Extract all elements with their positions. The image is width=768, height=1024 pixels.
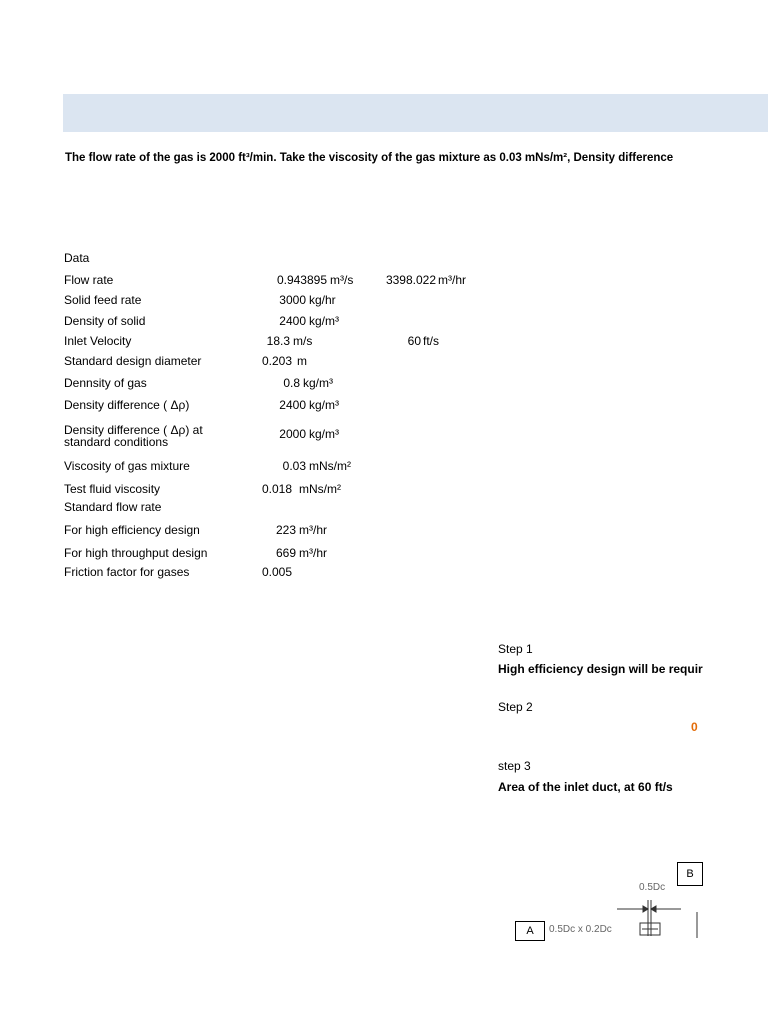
row-label: For high throughput design <box>64 546 208 560</box>
row-label: Friction factor for gases <box>64 565 190 579</box>
row-value2: 3398.022 <box>385 273 436 287</box>
row-unit: mNs/m² <box>309 459 351 473</box>
problem-statement: The flow rate of the gas is 2000 ft³/min. Take the viscosity of the gas mixture as 0.03 mNs/m², Density difference <box>65 152 674 164</box>
row-unit: mNs/m² <box>299 482 341 496</box>
row-unit: kg/m³ <box>309 427 339 441</box>
row-unit: kg/m³ <box>303 376 333 390</box>
row-unit2: ft/s <box>423 334 440 348</box>
row-unit: m <box>297 354 307 368</box>
row-label: For high efficiency design <box>64 523 200 537</box>
row-label: Inlet Velocity <box>64 334 132 348</box>
row-unit: m³/s <box>330 273 354 287</box>
row-label: Density difference ( Δρ) at standard conditions <box>64 423 203 449</box>
row-value: 18.3 <box>266 334 290 348</box>
data-heading: Data <box>64 251 90 265</box>
step2-value: 0 <box>691 720 698 734</box>
step1-text: High efficiency design will be requir <box>498 662 703 676</box>
dim-arrow-right-head <box>651 906 656 912</box>
row-value: 2000 <box>279 427 306 441</box>
row-unit: m/s <box>293 334 313 348</box>
row-value: 0.018 <box>262 482 293 496</box>
step1-title: Step 1 <box>498 642 533 656</box>
row-value: 2400 <box>279 398 306 412</box>
cyclone-diagram <box>545 870 705 950</box>
dim-top-label: 0.5Dc <box>639 882 666 893</box>
diagram-label-a: A <box>515 921 545 941</box>
row-unit: kg/m³ <box>309 314 339 328</box>
row-label: Flow rate <box>64 273 114 287</box>
row-label: Density of solid <box>64 314 146 328</box>
diagram-label-b: B <box>677 862 703 886</box>
row-unit2: m³/hr <box>438 273 466 287</box>
row-value: 0.943895 <box>276 273 327 287</box>
row-value2: 60 <box>407 334 421 348</box>
row-unit: m³/hr <box>299 546 327 560</box>
row-unit: m³/hr <box>299 523 327 537</box>
row-unit: kg/hr <box>309 293 336 307</box>
step2-title: Step 2 <box>498 700 533 714</box>
row-value: 0.8 <box>283 376 300 390</box>
row-value: 669 <box>275 546 296 560</box>
row-label: Test fluid viscosity <box>64 482 161 496</box>
row-value: 0.005 <box>262 565 293 579</box>
row-value: 0.203 <box>262 354 293 368</box>
row-value: 3000 <box>279 293 306 307</box>
dim-inlet-label: 0.5Dc x 0.2Dc <box>549 924 612 935</box>
row-value: 0.03 <box>282 459 306 473</box>
row-label: Density difference ( Δρ) <box>64 398 190 412</box>
step3-text: Area of the inlet duct, at 60 ft/s <box>498 780 673 794</box>
row-value: 223 <box>275 523 296 537</box>
row-label: Viscosity of gas mixture <box>64 459 190 473</box>
row-label: Solid feed rate <box>64 293 142 307</box>
dim-arrow-left-head <box>643 906 648 912</box>
row-label: Standard design diameter <box>64 354 202 368</box>
header-banner <box>63 94 768 132</box>
step3-title: step 3 <box>498 759 531 773</box>
row-label: Dennsity of gas <box>64 376 147 390</box>
row-unit: kg/m³ <box>309 398 339 412</box>
row-label: Standard flow rate <box>64 500 162 514</box>
row-value: 2400 <box>279 314 306 328</box>
